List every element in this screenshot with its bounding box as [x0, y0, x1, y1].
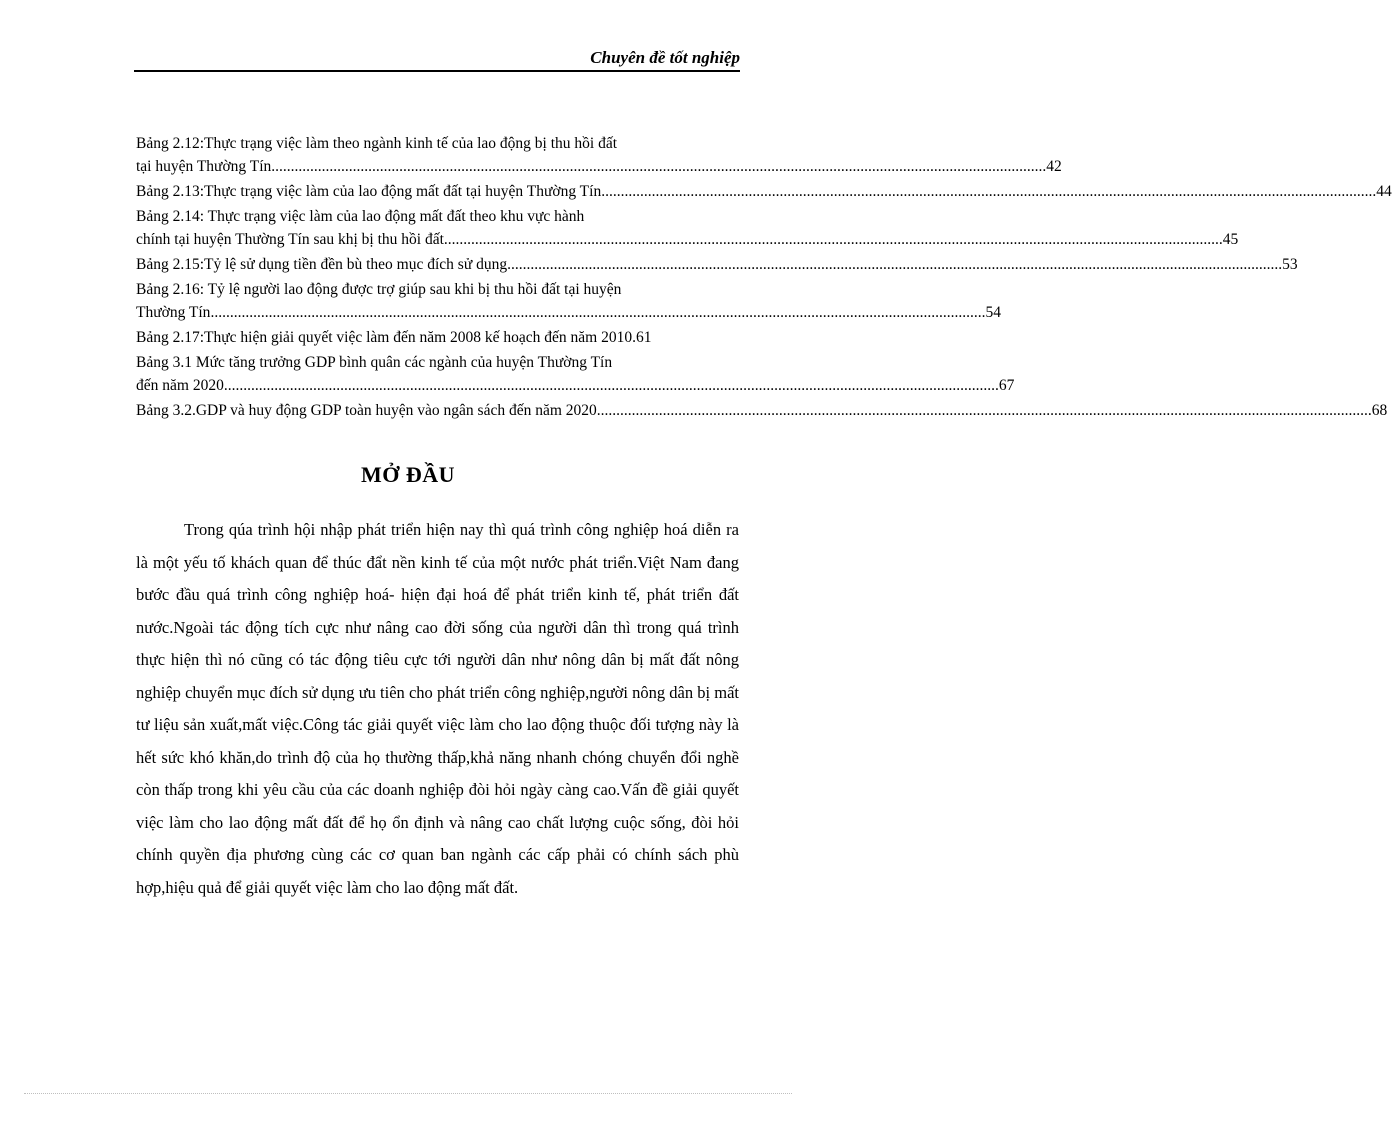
toc-page-number: 44	[1376, 183, 1392, 200]
header-rule	[134, 70, 740, 72]
toc-dot-leader	[224, 374, 999, 397]
toc-entry-text: Bảng 3.2.GDP và huy động GDP toàn huyện vào ngân sách đến năm 2020	[136, 402, 597, 419]
toc-page-number: 45	[1222, 231, 1239, 248]
toc-page-number: 53	[1282, 256, 1298, 273]
toc-dot-leader	[271, 155, 1046, 178]
toc-page-number: 68	[1371, 402, 1388, 419]
toc-entry[interactable]	[136, 399, 1388, 422]
toc-entry[interactable]	[136, 205, 1239, 251]
toc-entry[interactable]	[136, 351, 1015, 397]
toc-entry[interactable]	[136, 326, 739, 349]
toc-entry[interactable]	[136, 278, 1001, 324]
toc-dot-leader	[448, 228, 1223, 251]
toc-entry-text: đến năm 2020	[136, 377, 224, 394]
toc-entry-line: Bảng 2.12:Thực trạng việc làm theo ngành kinh tế của lao động bị thu hồi đất	[136, 135, 618, 152]
body-paragraph: Trong qúa trình hội nhập phát triển hiện nay thì quá trình công nghiệp hoá diễn ra là một yếu tố khách quan để thúc đẩt nền kinh tế của một nước phát triển.Việt Nam đang bước đầu quá trình công nghiệp hoá- hiện đại hoá để phát triển kinh tế, phát triển đất nước.Ngoài tác động tích cực như nâng cao đời sống của người dân thì trong quá trình thực hiện thì nó cũng có tác động tiêu cực tới người dân như nông dân bị mất đất nông nghiệp chuyển mục đích sử dụng ưu tiên cho phát triển công nghiệp,người nông dân bị mất tư liệu sản xuất,mất việc.Công tác giải quyết việc làm cho lao động thuộc đối tượng này là hết sức khó khăn,do trình độ của họ thường thấp,khả năng nhanh chóng chuyển đổi nghề còn thấp trong khi yêu cầu của các doanh nghiệp đòi hỏi ngày càng cao.Vấn đề giải quyết việc làm cho lao động mất đất để họ ổn định và nâng cao chất lượng cuộc sống, đòi hỏi chính quyền địa phương cùng các cơ quan ban ngành các cấp phải có chính sách phù hợp,hiệu quả để giải quyết việc làm cho lao động mất đất.	[136, 520, 739, 897]
toc-page-number: 54	[985, 304, 1001, 321]
toc-dot-leader	[601, 180, 1376, 203]
toc-entry[interactable]	[136, 132, 1062, 178]
toc-entry-line: Bảng 2.14: Thực trạng việc làm của lao động mất đất theo khu vực hành	[136, 208, 585, 225]
toc-dot-leader	[507, 253, 1282, 276]
toc-page-number: 42	[1046, 158, 1062, 175]
toc-entry-text: Thường Tín	[136, 304, 211, 321]
toc-entry-text: Bảng 2.13:Thực trạng việc làm của lao động mất đất tại huyện Thường Tín	[136, 183, 602, 200]
toc-entry-text: Bảng 2.15:Tỷ lệ sử dụng tiền đền bù theo mục đích sử dụng	[136, 256, 508, 273]
toc-dot-leader	[210, 301, 985, 324]
toc-dot-leader	[597, 399, 1372, 422]
toc-entry-text: Bảng 2.17:Thực hiện giải quyết việc làm đến năm 2008 kế hoạch đến năm 2010.61	[136, 329, 652, 346]
table-of-tables	[136, 132, 1392, 424]
running-header-title: Chuyên đề tốt nghiệp	[590, 48, 740, 67]
toc-page-number: 67	[998, 377, 1015, 394]
toc-entry-line: Bảng 2.16: Tỷ lệ người lao động được trợ giúp sau khi bị thu hồi đất tại huyện	[136, 281, 622, 298]
section-heading: MỞ ĐẦU	[360, 462, 456, 487]
toc-entry-text: chính tại huyện Thường Tín sau khị bị thu hồi đất.	[136, 231, 448, 248]
toc-entry-text: tại huyện Thường Tín	[136, 158, 272, 175]
page-bottom-rule	[24, 1093, 792, 1094]
toc-entry[interactable]	[136, 180, 1392, 203]
toc-entry-line: Bảng 3.1 Mức tăng trưởng GDP bình quân các ngành của huyện Thường Tín	[136, 354, 613, 371]
toc-entry[interactable]	[136, 253, 1298, 276]
